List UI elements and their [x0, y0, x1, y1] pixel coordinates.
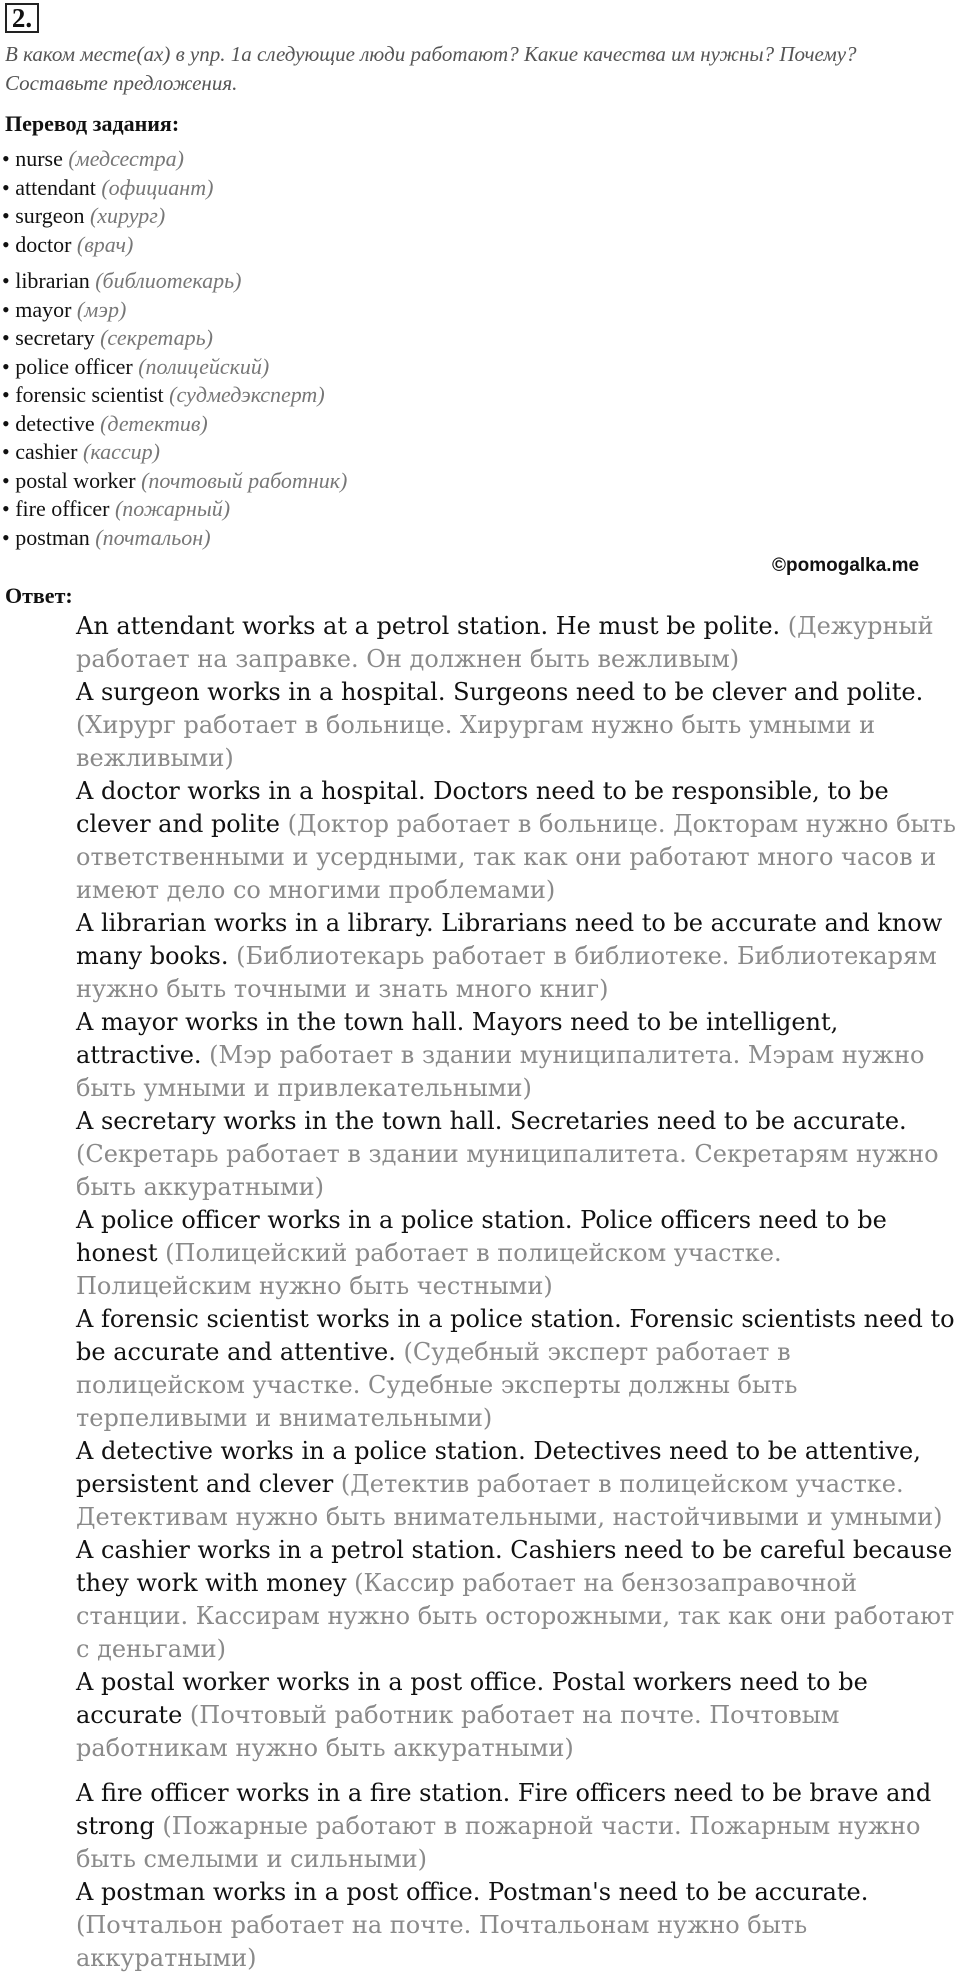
vocab-item	[2, 495, 347, 524]
bullet: •	[2, 410, 16, 436]
watermark: ©pomogalka.me	[772, 555, 920, 576]
answer-english: A postal worker works in a post office. Postal workers need to be accurate	[76, 1668, 868, 1729]
vocab-translation: (детектив)	[100, 410, 208, 436]
vocabulary-list	[2, 145, 347, 552]
answer-russian: (Почтальон работает на почте. Почтальонам нужно быть аккуратными)	[76, 1911, 808, 1972]
vocab-item	[2, 524, 347, 553]
answer-item	[76, 1435, 956, 1534]
vocab-translation: (полицейский)	[138, 353, 270, 379]
bullet: •	[2, 467, 16, 493]
answer-english: A forensic scientist works in a police station. Forensic scientists need to be accurate and attentive.	[76, 1305, 955, 1366]
vocab-term: librarian	[15, 268, 90, 293]
answer-english: A fire officer works in a fire station. Fire officers need to be brave and strong	[76, 1779, 932, 1840]
bullet: •	[2, 203, 16, 228]
bullet: •	[2, 231, 16, 257]
answer-item	[76, 1204, 956, 1303]
vocab-term: cashier	[15, 439, 78, 464]
answer-item	[76, 775, 956, 907]
answer-english: A librarian works in a library. Librarians need to be accurate and know many books.	[76, 909, 943, 970]
answer-russian: (Пожарные работают в пожарной части. Пожарным нужно быть смелыми и сильными)	[76, 1812, 921, 1873]
vocab-item	[2, 381, 347, 410]
answer-russian: (Мэр работает в здании муниципалитета. Мэрам нужно быть умными и привлекательными)	[76, 1041, 925, 1102]
vocab-translation: (медсестра)	[68, 146, 184, 171]
answer-russian: (Доктор работает в больнице. Докторам нужно быть ответственными и усердными, так как они работают много часов и имеют дело со многими проблемами)	[76, 810, 956, 904]
vocab-translation: (судмедэксперт)	[169, 382, 325, 407]
vocab-item	[2, 267, 347, 296]
answer-english: A police officer works in a police station. Police officers need to be honest	[76, 1206, 887, 1267]
vocab-term: surgeon	[15, 203, 85, 228]
answer-russian: (Детектив работает в полицейском участке. Детективам нужно быть внимательными, настойчивыми и умными)	[76, 1470, 943, 1531]
vocab-term: postman	[15, 524, 90, 550]
vocab-translation: (мэр)	[76, 296, 127, 322]
vocab-item	[2, 438, 347, 467]
task-number: 2.	[5, 3, 39, 33]
vocab-term: police officer	[15, 353, 133, 379]
answer-item	[76, 1876, 956, 1975]
answer-item	[76, 1105, 956, 1204]
vocab-translation: (пожарный)	[114, 496, 231, 521]
vocab-term: doctor	[15, 231, 72, 257]
translation-heading: Перевод задания:	[5, 111, 180, 136]
answer-item	[76, 1666, 956, 1765]
vocab-term: forensic scientist	[15, 382, 164, 407]
answer-english: A secretary works in the town hall. Secretaries need to be accurate.	[76, 1107, 907, 1135]
vocab-item	[2, 231, 347, 260]
answer-item	[76, 907, 956, 1006]
bullet: •	[2, 325, 16, 350]
vocab-translation: (врач)	[76, 231, 134, 257]
vocab-translation: (официант)	[101, 174, 214, 200]
answer-item	[76, 1303, 956, 1435]
vocab-item	[2, 174, 347, 203]
bullet: •	[2, 496, 16, 521]
vocab-item	[2, 410, 347, 439]
answer-russian: (Библиотекарь работает в библиотеке. Библиотекарям нужно быть точными и знать много книг)	[76, 942, 937, 1003]
answer-english: A surgeon works in a hospital. Surgeons need to be clever and polite.	[76, 678, 924, 706]
vocab-term: secretary	[15, 325, 95, 350]
vocab-term: fire officer	[15, 496, 110, 521]
bullet: •	[2, 439, 16, 464]
vocab-translation: (почтальон)	[95, 524, 211, 550]
bullet: •	[2, 353, 16, 379]
answer-english: A mayor works in the town hall. Mayors need to be intelligent, attractive.	[76, 1008, 839, 1069]
answer-english: A postman works in a post office. Postman's need to be accurate.	[76, 1878, 869, 1906]
vocab-translation: (библиотекарь)	[95, 268, 242, 293]
vocab-item	[2, 467, 347, 496]
answer-heading: Ответ:	[5, 583, 73, 608]
vocab-item	[2, 324, 347, 353]
bullet: •	[2, 382, 16, 407]
answers-list	[76, 610, 956, 1975]
bullet: •	[2, 296, 16, 322]
vocab-translation: (почтовый работник)	[141, 467, 348, 493]
bullet: •	[2, 268, 16, 293]
answer-item	[76, 610, 956, 676]
answer-english: A cashier works in a petrol station. Cashiers need to be careful because they work with money	[76, 1536, 953, 1597]
answer-russian: (Судебный эксперт работает в полицейском участке. Судебные эксперты должны быть терпеливыми и внимательными)	[76, 1338, 798, 1432]
answer-english: A doctor works in a hospital. Doctors need to be responsible, to be clever and polite	[76, 777, 889, 838]
vocab-item	[2, 145, 347, 174]
answer-english: A detective works in a police station. Detectives need to be attentive, persistent and clever	[76, 1437, 921, 1498]
answer-item	[76, 676, 956, 775]
bullet: •	[2, 174, 16, 200]
answer-english: An attendant works at a petrol station. He must be polite.	[76, 612, 781, 640]
answer-item	[76, 1777, 956, 1876]
vocab-translation: (хирург)	[89, 203, 166, 228]
vocab-term: attendant	[15, 174, 96, 200]
answer-item	[76, 1534, 956, 1666]
vocab-translation: (секретарь)	[100, 325, 213, 350]
vocab-item	[2, 202, 347, 231]
answer-russian: (Хирург работает в больнице. Хирургам нужно быть умными и вежливыми)	[76, 711, 876, 772]
vocab-translation: (кассир)	[83, 439, 160, 464]
bullet: •	[2, 146, 16, 171]
answer-russian: (Почтовый работник работает на почте. Почтовым работникам нужно быть аккуратными)	[76, 1701, 840, 1762]
answer-russian: (Секретарь работает в здании муниципалитета. Секретарям нужно быть аккуратными)	[76, 1140, 939, 1201]
answer-russian: (Полицейский работает в полицейском участке. Полицейским нужно быть честными)	[76, 1239, 782, 1300]
answer-russian: (Кассир работает на бензозаправочной станции. Кассирам нужно быть осторожными, так как они работают с деньгами)	[76, 1569, 955, 1663]
task-instruction: В каком месте(ах) в упр. 1а следующие люди работают? Какие качества им нужны? Почему? Составьте предложения.	[5, 42, 857, 95]
answer-russian: (Дежурный работает на заправке. Он должнен быть вежливым)	[76, 612, 934, 673]
vocab-term: mayor	[15, 296, 72, 322]
vocab-term: postal worker	[15, 467, 136, 493]
bullet: •	[2, 524, 16, 550]
vocab-item	[2, 353, 347, 382]
answer-item	[76, 1006, 956, 1105]
vocab-term: detective	[15, 410, 95, 436]
vocab-item	[2, 296, 347, 325]
vocab-term: nurse	[15, 146, 63, 171]
